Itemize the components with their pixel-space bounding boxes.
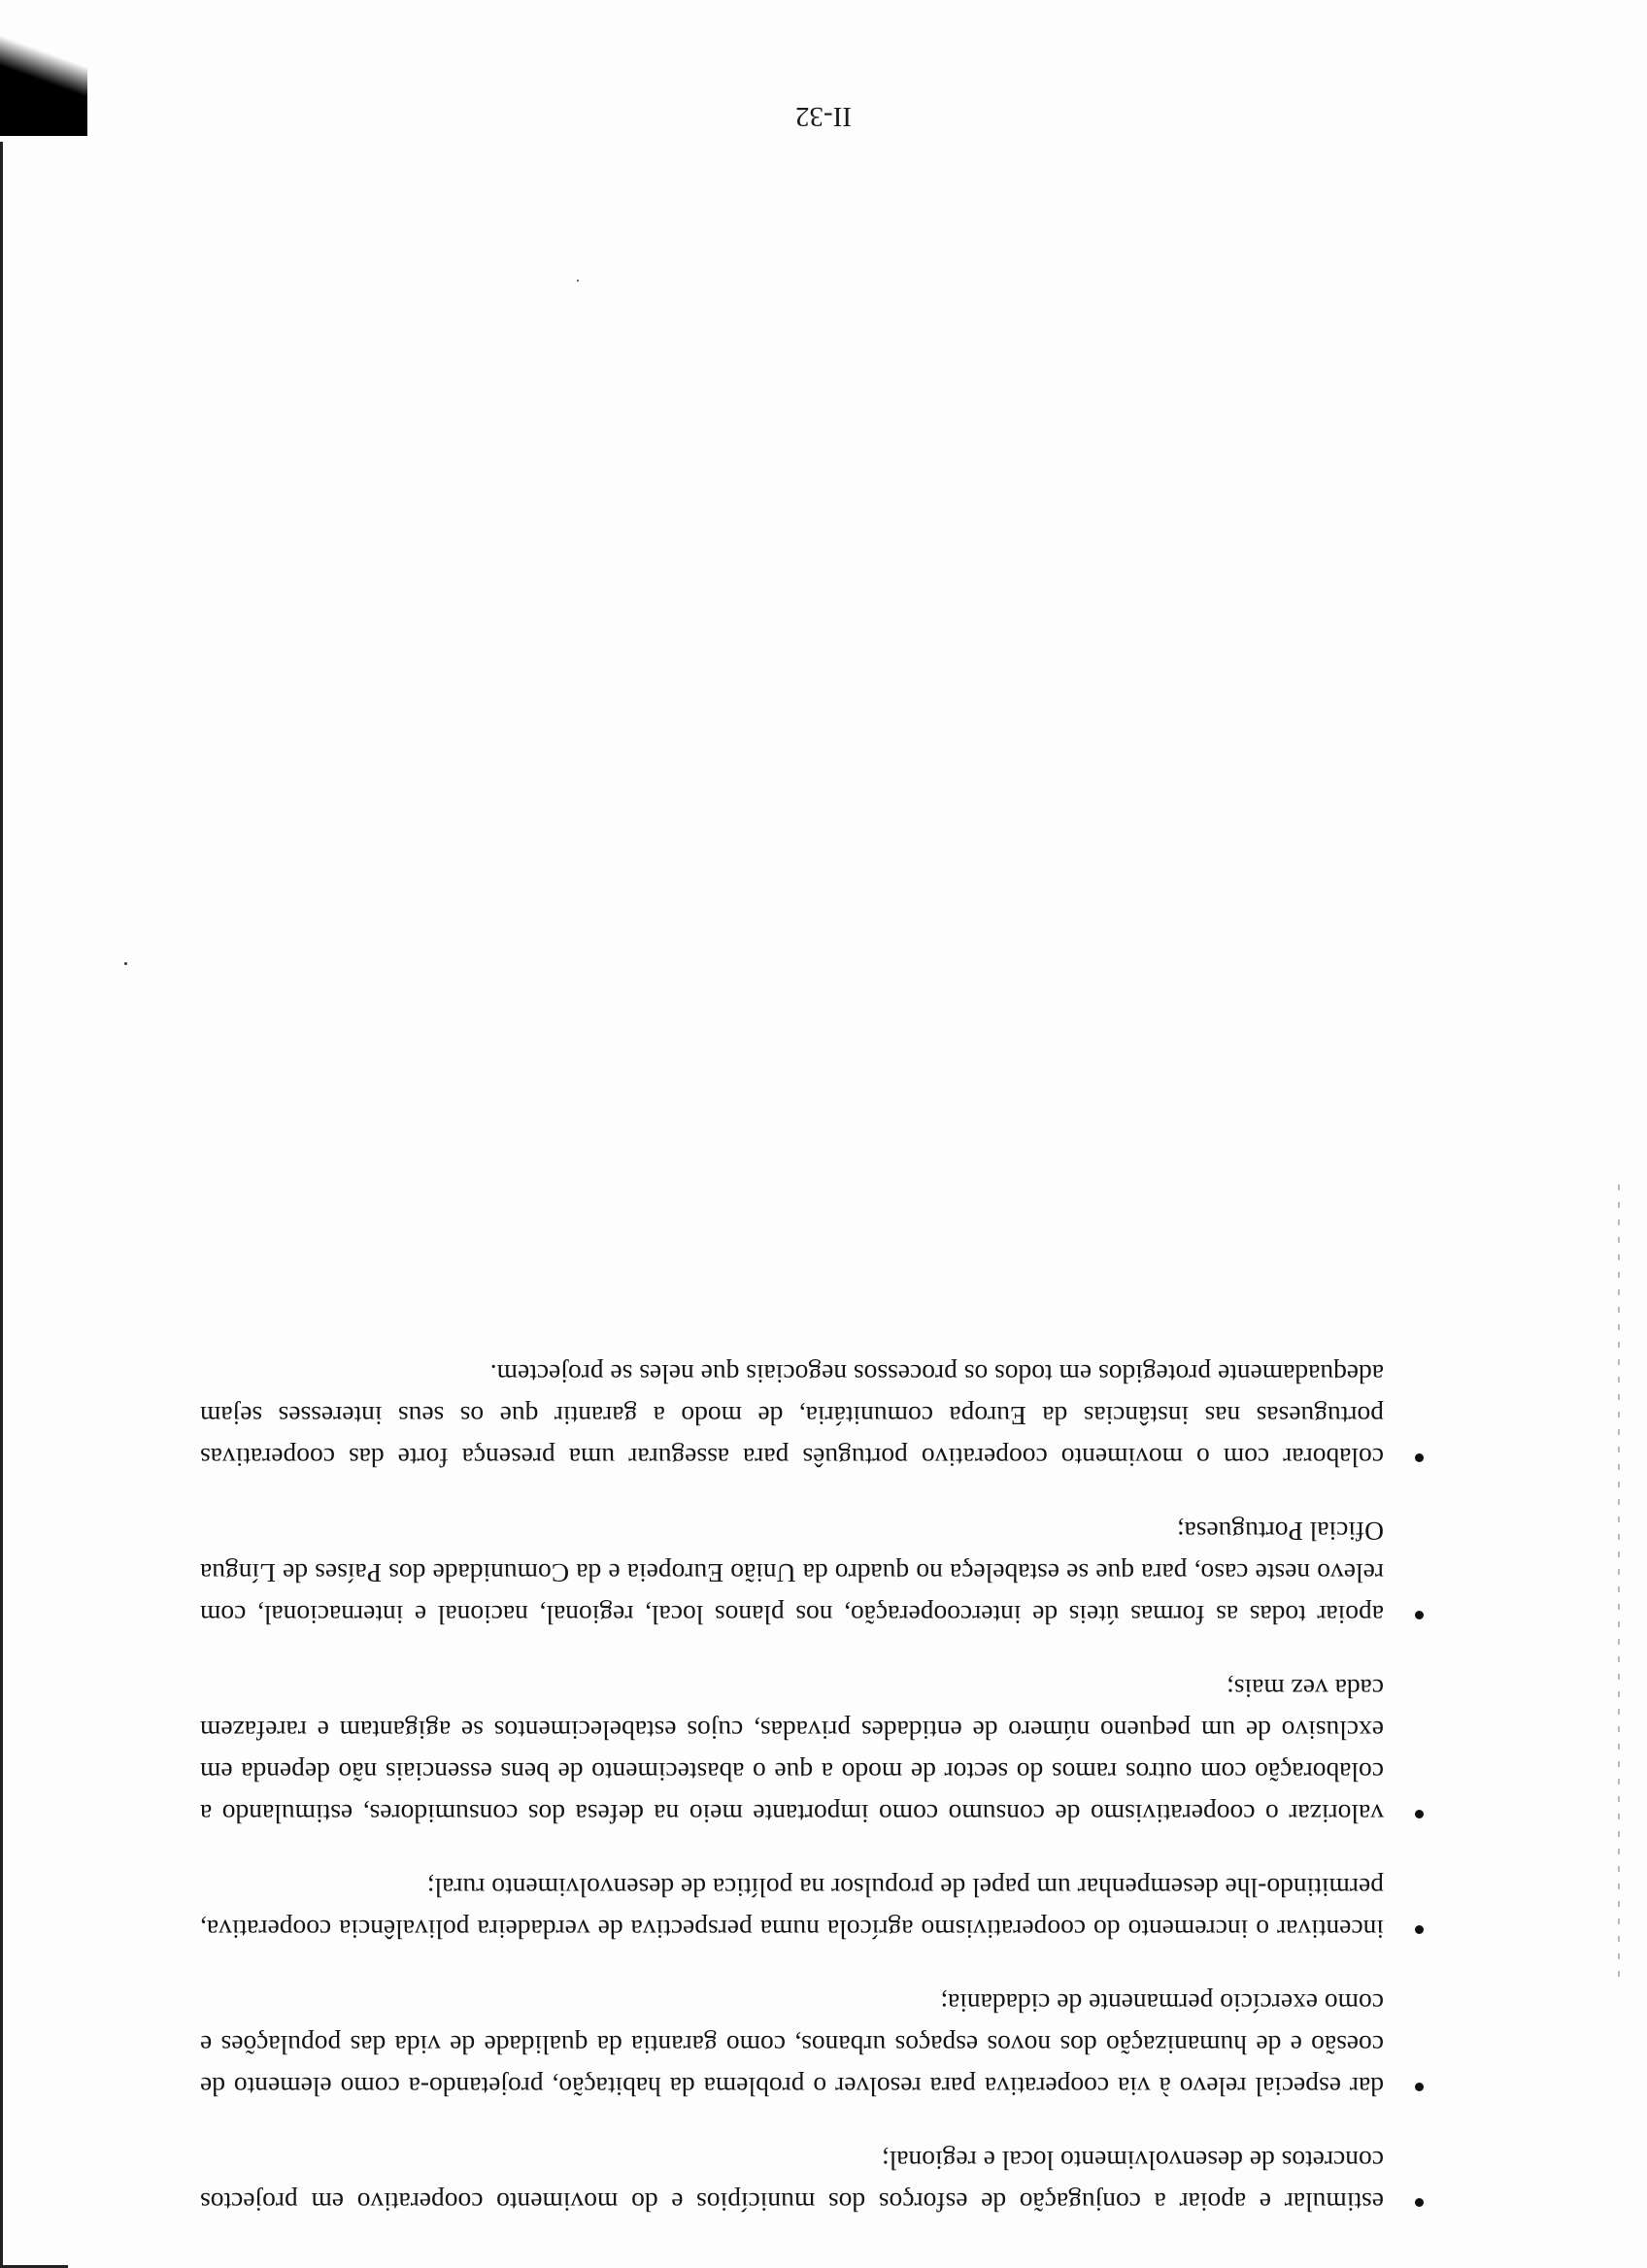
list-item [200, 1668, 1390, 1835]
scan-speck [577, 280, 579, 282]
list-item [200, 1511, 1390, 1636]
scan-edge-noise [1618, 1181, 1620, 1977]
page-number: II-32 [795, 101, 852, 132]
bullet-text: valorizar o cooperativismo de consumo como importante meio na defesa dos consumidores, estimulando a colaboração com outros ramos do sector de modo a que o abastecimento de bens essenciais não dependa em exclusivo de um pequeno número de entidades privadas, cujos estabelecimentos se agigantam e rarefazem cada vez mais; [200, 1674, 1384, 1829]
list-item [200, 1867, 1390, 1951]
bullet-text: dar especial relevo à via cooperativa para resolver o problema da habitação, projetando-a como elemento de coesão e de humanização dos novos espaços urbanos, como garantia da qualidade de vida das populações e como exercício permanente de cidadania; [200, 1988, 1384, 2102]
scan-edge-line [0, 142, 3, 2268]
bullet-icon [1415, 1611, 1424, 1619]
bullet-icon [1415, 1810, 1424, 1818]
scan-edge-shadow [0, 0, 87, 136]
list-item [200, 1983, 1390, 2108]
bullet-text: estimular e apoiar a conjugação de esforços dos municípios e do movimento cooperativo em projectos concretos de desenvolvimento local e regional; [200, 2146, 1384, 2218]
bullet-icon [1415, 2083, 1424, 2091]
list-item [200, 2140, 1390, 2223]
bullet-text: colaborar com o movimento cooperativo português para assegurar uma presença forte das cooperativas portuguesas nas instâncias da Europa comunitária, de modo a garantir que os seus interesses sejam adequadamente protegidos em todos os processos negociais que neles se projectem. [200, 1359, 1384, 1473]
bullet-text: apoiar todas as formas úteis de intercooperação, nos planos local, regional, nacional e internacional, com relevo neste caso, para que se estabeleça no quadro da União Europeia e da Comunidade dos Países de Língua Oficial Portuguesa; [200, 1517, 1384, 1630]
bullet-text: incentivar o incremento do cooperativismo agrícola numa perspectiva de verdadeira polivalência cooperativa, permitindo-lhe desempenhar um papel de propulsor na política de desenvolvimento rural; [200, 1873, 1384, 1945]
bullet-icon [1415, 1453, 1424, 1462]
bullet-icon [1415, 2198, 1424, 2207]
scan-speck [124, 962, 127, 965]
list-item [200, 1353, 1390, 1479]
bullet-list [200, 1321, 1390, 2223]
bullet-icon [1415, 1925, 1424, 1934]
